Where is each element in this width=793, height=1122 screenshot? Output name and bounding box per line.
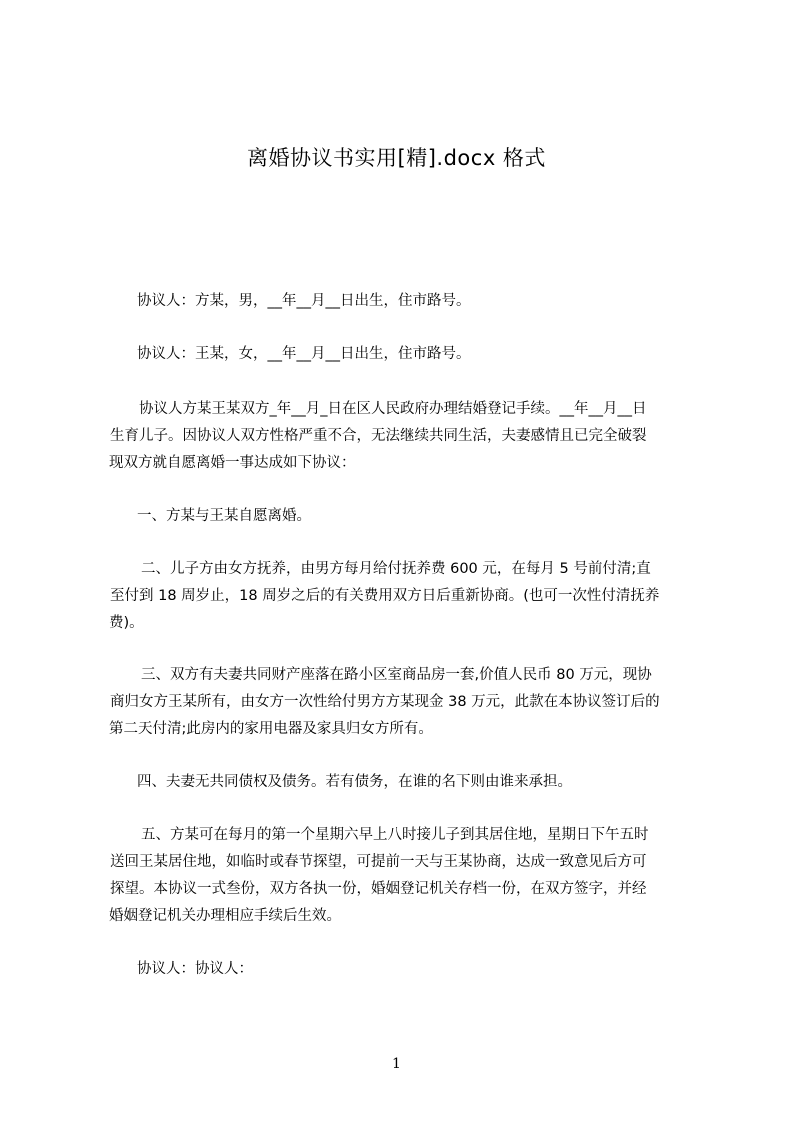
- preamble-line: 生育儿子。因协议人双方性格严重不合，无法继续共同生活，夫妻感情且已完全破裂: [110, 428, 647, 444]
- clause-5-line: 五、方某可在每月的第一个星期六早上八时接儿子到其居住地，星期日下午五时: [141, 827, 649, 843]
- clause-3-line: 商归女方王某所有，由女方一次性给付男方方某现金 38 万元，此款在本协议签订后的: [110, 694, 660, 710]
- clause-3-line: 三、双方有夫妻共同财产座落在路小区室商品房一套,价值人民币 80 万元，现协: [141, 667, 652, 683]
- clause-3-line: 第二天付清;此房内的家用电器及家具归女方所有。: [109, 721, 433, 737]
- page-number: 1: [392, 1056, 401, 1072]
- clause-5-line: 送回王某居住地，如临时或春节探望，可提前一天与王某协商，达成一致意见后方可: [110, 854, 647, 870]
- preamble-line: 现双方就自愿离婚一事达成如下协议：: [109, 455, 356, 471]
- party-a-line: 协议人：方某，男，__年__月__日出生，住市路号。: [137, 293, 471, 309]
- clause-2-line: 至付到 18 周岁止，18 周岁之后的有关费用双方日后重新协商。(也可一次性付清抚养: [110, 588, 660, 604]
- clause-5-line: 婚姻登记机关办理相应手续后生效。: [109, 908, 341, 924]
- clause-2-line: 费)。: [109, 615, 144, 631]
- document-title: 离婚协议书实用[精].docx 格式: [247, 146, 546, 170]
- clause-4-line: 四、夫妻无共同债权及债务。若有债务，在谁的名下则由谁来承担。: [137, 774, 572, 790]
- clause-2-line: 二、儿子方由女方抚养，由男方每月给付抚养费 600 元，在每月 5 号前付清;直: [141, 561, 651, 577]
- clause-1-line: 一、方某与王某自愿离婚。: [137, 508, 311, 524]
- preamble-line: 协议人方某王某双方_年__月_日在区人民政府办理结婚登记手续。__年__月__日: [139, 401, 647, 417]
- party-b-line: 协议人：王某，女，__年__月__日出生，住市路号。: [137, 346, 471, 362]
- clause-5-line: 探望。本协议一式叁份，双方各执一份，婚姻登记机关存档一份，在双方签字，并经: [110, 881, 647, 897]
- signature-line: 协议人：协议人：: [137, 961, 253, 977]
